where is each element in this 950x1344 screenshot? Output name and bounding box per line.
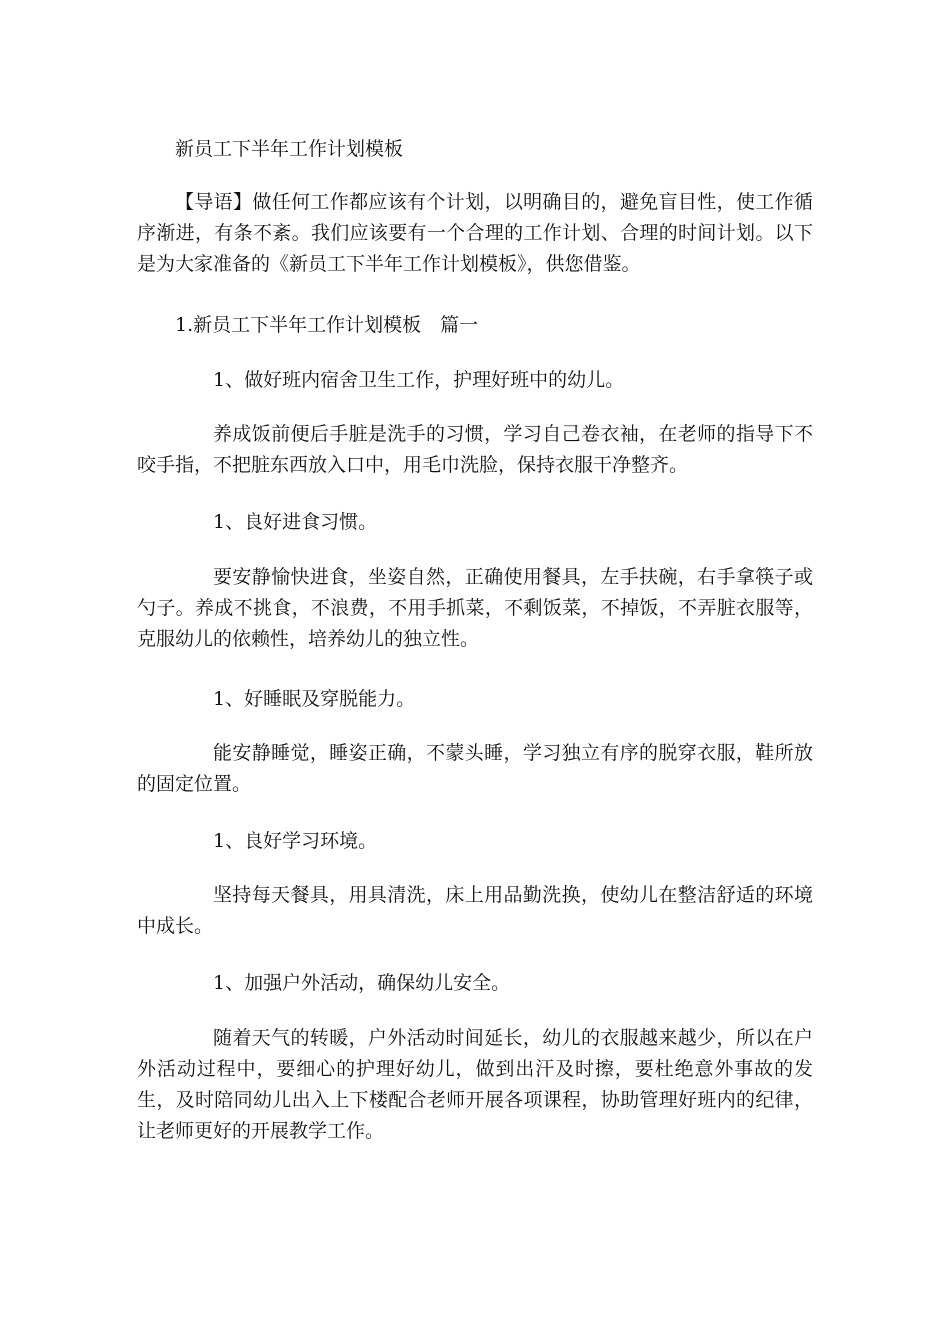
item-3-heading: 1、好睡眠及穿脱能力。: [213, 688, 416, 710]
item-5-body: 随着天气的转暖，户外活动时间延长，幼儿的衣服越来越少，所以在户外活动过程中，要细心的护理好幼儿，做到出汗及时擦，要杜绝意外事故的发生，及时陪同幼儿出入上下楼配合老师开展各项课程，协助管理好班内的纪律，让老师更好的开展教学工作。: [137, 1027, 813, 1142]
item-2-body: 要安静愉快进食，坐姿自然，正确使用餐具，左手扶碗，右手拿筷子或勺子。养成不挑食，不浪费，不用手抓菜，不剩饭菜，不掉饭，不弄脏衣服等，克服幼儿的依赖性，培养幼儿的独立性。: [137, 566, 813, 650]
intro-paragraph: 【导语】做任何工作都应该有个计划，以明确目的，避免盲目性，使工作循序渐进，有条不紊。我们应该要有一个合理的工作计划、合理的时间计划。以下是为大家准备的《新员工下半年工作计划模板》，供您借鉴。: [137, 191, 813, 275]
item-2-heading: 1、良好进食习惯。: [213, 511, 378, 533]
item-4-body: 坚持每天餐具，用具清洗，床上用品勤洗换，使幼儿在整洁舒适的环境中成长。: [137, 884, 813, 937]
item-3-body: 能安静睡觉，睡姿正确，不蒙头睡，学习独立有序的脱穿衣服，鞋所放的固定位置。: [137, 742, 813, 795]
section-heading: 1.新员工下半年工作计划模板 篇一: [175, 314, 479, 336]
item-4-heading: 1、良好学习环境。: [213, 830, 378, 852]
item-1-body: 养成饭前便后手脏是洗手的习惯，学习自己卷衣袖，在老师的指导下不咬手指，不把脏东西放入口中，用毛巾洗脸，保持衣服干净整齐。: [137, 423, 813, 476]
item-5-heading: 1、加强户外活动，确保幼儿安全。: [213, 972, 511, 994]
item-1-heading: 1、做好班内宿舍卫生工作，护理好班中的幼儿。: [213, 369, 625, 391]
document-title: 新员工下半年工作计划模板: [175, 138, 404, 160]
